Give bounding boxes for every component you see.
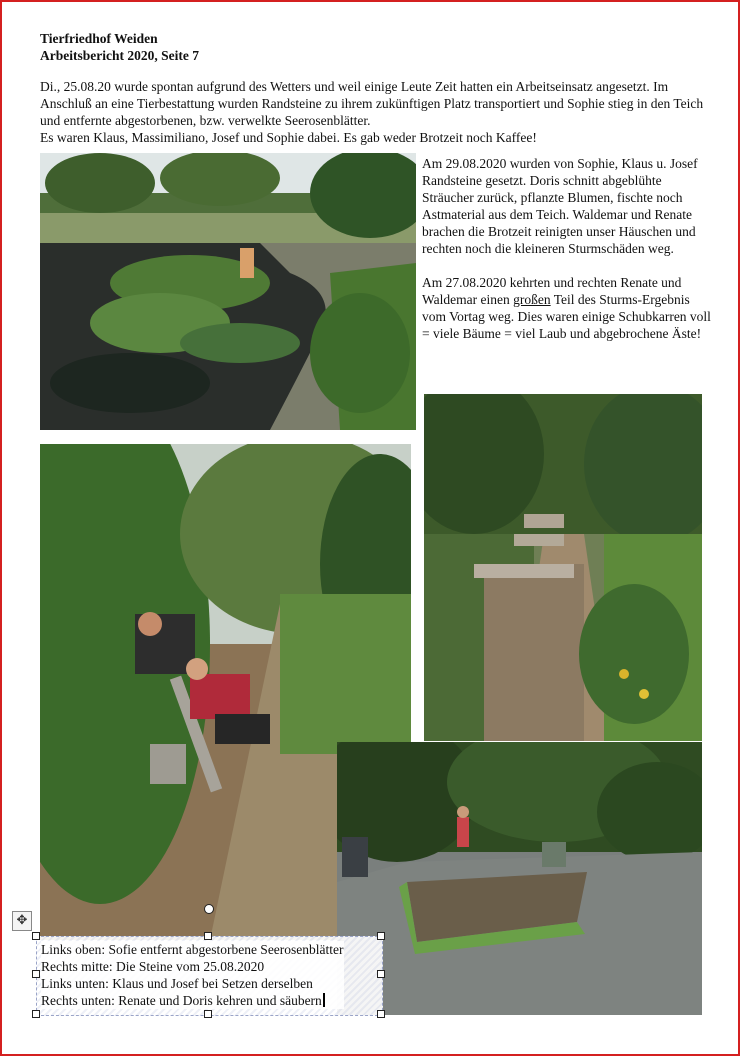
rotate-handle[interactable] (204, 904, 214, 914)
intro-paragraph (40, 78, 705, 146)
photo-sweeping[interactable] (337, 742, 702, 1015)
caption-textbox[interactable] (36, 936, 383, 1016)
resize-handle-w[interactable] (32, 970, 40, 978)
side-paragraph-1: Am 29.08.2020 wurden von Sophie, Klaus u. Josef Randsteine gesetzt. Doris schnitt abgeblühte Sträucher zurück, pflanzte Blumen, fischte noch Astmaterial aus dem Teich. Waldemar und Renate brachen die Brotzeit reinigten unser Häuschen und rechten noch die kleineren Sturmschäden weg. (422, 156, 698, 256)
title-line-1: Tierfriedhof Weiden (40, 31, 158, 46)
caption-line (41, 992, 344, 1009)
resize-handle-s[interactable] (204, 1010, 212, 1018)
caption-line: Links oben: Sofie entfernt abgestorbene Seerosenblätter (41, 942, 344, 957)
resize-handle-n[interactable] (204, 932, 212, 940)
document-title (40, 30, 199, 64)
text-cursor (323, 993, 325, 1007)
caption-line-last: Rechts unten: Renate und Doris kehren und säubern (41, 993, 322, 1008)
side-paragraph-2-b: Teil des Sturms-Ergebnis vom Vortag weg. Dies waren einige Schubkarren voll = viele Bäume = viel Laub und abgebrochene Äste! (422, 292, 711, 341)
side-report (422, 155, 712, 359)
intro-participants: Es waren Klaus, Massimiliano, Josef und Sophie dabei. Es gab weder Brotzeit noch Kaffee! (40, 130, 537, 145)
photo-stones[interactable] (424, 394, 702, 741)
side-paragraph-2-underlined: großen (513, 292, 551, 307)
resize-handle-sw[interactable] (32, 1010, 40, 1018)
caption-line: Links unten: Klaus und Josef bei Setzen derselben (41, 976, 313, 991)
caption-line: Rechts mitte: Die Steine vom 25.08.2020 (41, 959, 265, 974)
side-paragraph-2-a: Am 27.08.2020 kehrten und rechten Renate und Waldemar einen (422, 275, 682, 307)
intro-text: Di., 25.08.20 wurde spontan aufgrund des Wetters und weil einige Leute Zeit hatten ein Arbeitseinsatz angesetzt. Im Anschluß an eine Tierbestattung wurden Randsteine zu ihrem zukünftigen Platz transportiert und Sophie stieg in den Teich und entfernte abgestorbenen, bzw. verwelkte Seerosenblätter. (40, 79, 704, 128)
caption-text[interactable] (41, 941, 344, 1009)
resize-handle-nw[interactable] (32, 932, 40, 940)
resize-handle-ne[interactable] (377, 932, 385, 940)
side-paragraph-2 (422, 274, 712, 342)
resize-handle-se[interactable] (377, 1010, 385, 1018)
title-line-2: Arbeitsbericht 2020, Seite 7 (40, 48, 199, 63)
resize-handle-e[interactable] (377, 970, 385, 978)
move-arrows-icon[interactable]: ✥ (12, 911, 32, 931)
photo-pond[interactable] (40, 153, 416, 430)
